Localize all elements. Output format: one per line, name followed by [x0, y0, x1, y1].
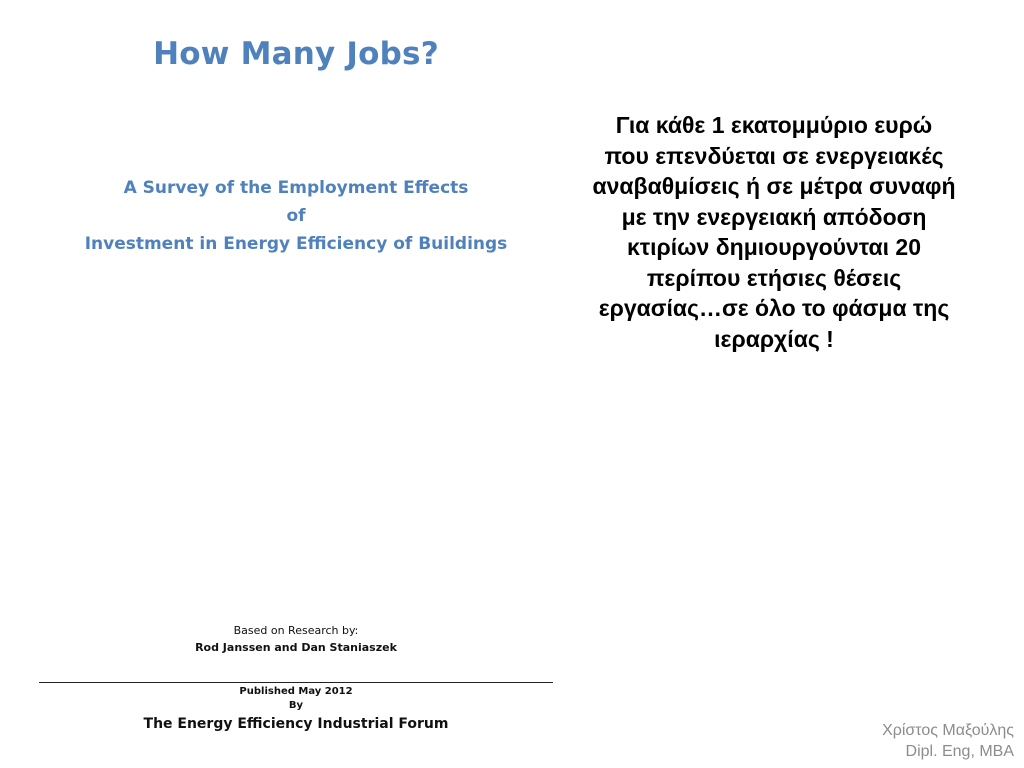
statement-line: περίπου ετήσιες θέσεις — [646, 264, 902, 291]
subtitle-line: Investment in Energy Efficiency of Buildings — [84, 234, 508, 254]
report-subtitle — [0, 174, 592, 258]
statement-line: Για κάθε 1 εκατομμύριο ευρώ — [615, 112, 933, 138]
jobs-statement — [566, 110, 982, 354]
publication-date: Published May 2012 — [239, 686, 353, 697]
subtitle-line: A Survey of the Employment Effects — [123, 178, 469, 198]
research-authors: Rod Janssen and Dan Staniaszek — [195, 641, 397, 654]
statement-line: εργασίας…σε όλο το φάσμα της — [598, 295, 950, 321]
author-name: Χρίστος Μαξούλης — [882, 722, 1014, 739]
publication-by: By — [288, 700, 304, 711]
statement-line: ιεραρχίας ! — [714, 325, 834, 352]
author-credentials: Dipl. Eng, MBA — [905, 743, 1014, 760]
research-label: Based on Research by: — [233, 624, 359, 637]
statement-line: κτιρίων δημιουργούνται 20 — [627, 234, 921, 260]
publication-info — [0, 685, 592, 735]
statement-line: με την ενεργειακή απόδοση — [621, 203, 927, 230]
report-title: How Many Jobs? — [153, 36, 439, 72]
statement-line: που επενδύεται σε ενεργειακές — [604, 142, 944, 169]
author-signature — [882, 720, 1014, 762]
statement-line: αναβαθμίσεις ή σε μέτρα συναφή — [592, 173, 956, 199]
publisher-name: The Energy Efficiency Industrial Forum — [143, 716, 449, 732]
divider-line — [39, 682, 553, 683]
subtitle-line: of — [286, 206, 306, 226]
research-credit — [0, 622, 592, 656]
